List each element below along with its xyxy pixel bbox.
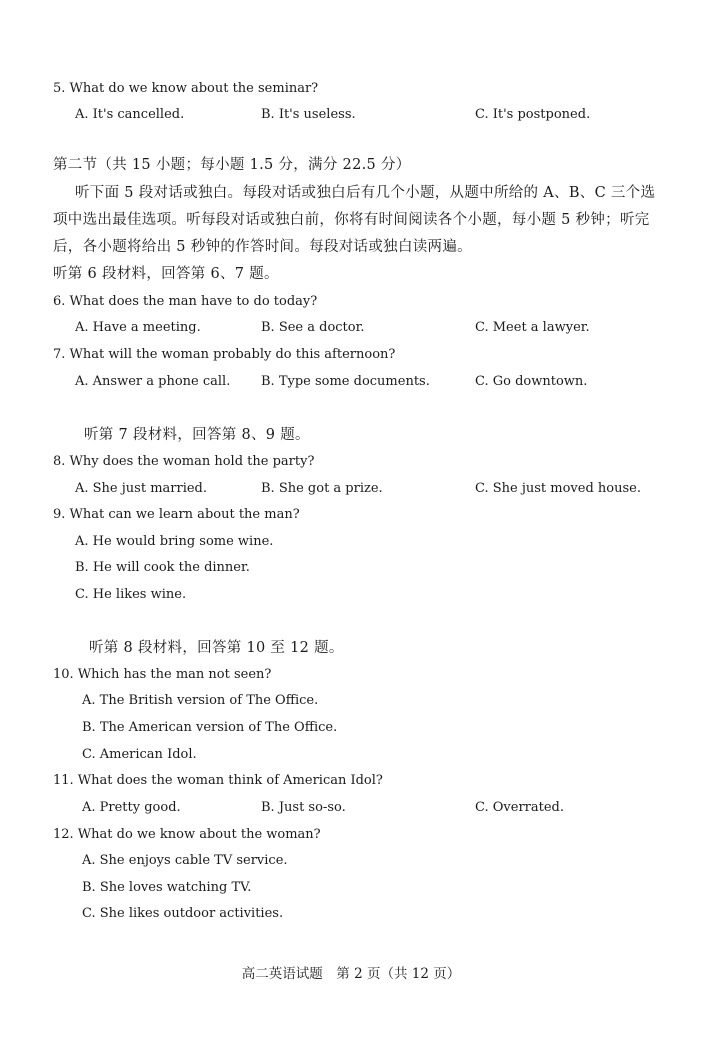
page-footer: 高二英语试题 第 2 页（共 12 页） — [241, 966, 461, 982]
q5-option-b: B. It's useless. — [261, 107, 356, 122]
q6-option-a: A. Have a meeting. — [75, 320, 201, 335]
q11-option-b: B. Just so-so. — [261, 800, 346, 815]
q7-option-b: B. Type some documents. — [261, 374, 430, 389]
question-12: 12. What do we know about the woman? — [53, 827, 321, 842]
question-9: 9. What can we learn about the man? — [53, 507, 300, 522]
q10-option-a: A. The British version of The Office. — [82, 693, 319, 708]
question-11: 11. What does the woman think of American Idol? — [53, 773, 383, 788]
q8-option-b: B. She got a prize. — [261, 481, 383, 496]
q11-option-a: A. Pretty good. — [82, 800, 181, 815]
material-7-heading: 听第 7 段材料，回答第 8、9 题。 — [84, 427, 310, 443]
q7-option-a: A. Answer a phone call. — [75, 374, 231, 389]
q12-option-c: C. She likes outdoor activities. — [82, 906, 284, 921]
question-10: 10. Which has the man not seen? — [53, 667, 272, 682]
q11-option-c: C. Overrated. — [475, 800, 564, 815]
q12-option-b: B. She loves watching TV. — [82, 880, 252, 895]
q7-option-c: C. Go downtown. — [475, 374, 588, 389]
section-heading: 第二节（共 15 小题；每小题 1.5 分，满分 22.5 分） — [53, 157, 411, 173]
q5-option-c: C. It's postponed. — [475, 107, 591, 122]
material-6-heading: 听第 6 段材料，回答第 6、7 题。 — [53, 266, 279, 282]
q10-option-b: B. The American version of The Office. — [82, 720, 338, 735]
material-8-heading: 听第 8 段材料，回答第 10 至 12 题。 — [89, 640, 344, 656]
q6-option-b: B. See a doctor. — [261, 320, 365, 335]
q9-option-b: B. He will cook the dinner. — [75, 560, 250, 575]
q6-option-c: C. Meet a lawyer. — [475, 320, 590, 335]
q5-option-a: A. It's cancelled. — [75, 107, 185, 122]
question-6: 6. What does the man have to do today? — [53, 294, 318, 309]
q8-option-c: C. She just moved house. — [475, 481, 641, 496]
question-8: 8. Why does the woman hold the party? — [53, 454, 315, 469]
q9-option-a: A. He would bring some wine. — [75, 534, 274, 549]
question-7: 7. What will the woman probably do this afternoon? — [53, 347, 396, 362]
question-5: 5. What do we know about the seminar? — [53, 81, 319, 96]
instructions-line-3: 后，各小题将给出 5 秒钟的作答时间。每段对话或独白读两遍。 — [53, 239, 472, 255]
q12-option-a: A. She enjoys cable TV service. — [82, 853, 288, 868]
instructions-line-1: 听下面 5 段对话或独白。每段对话或独白后有几个小题，从题中所给的 A、B、C 三个选 — [75, 185, 656, 201]
instructions-line-2: 项中选出最佳选项。听每段对话或独白前，你将有时间阅读各个小题，每小题 5 秒钟；听完 — [53, 212, 650, 228]
q10-option-c: C. American Idol. — [82, 747, 197, 762]
q8-option-a: A. She just married. — [75, 481, 207, 496]
q9-option-c: C. He likes wine. — [75, 587, 187, 602]
